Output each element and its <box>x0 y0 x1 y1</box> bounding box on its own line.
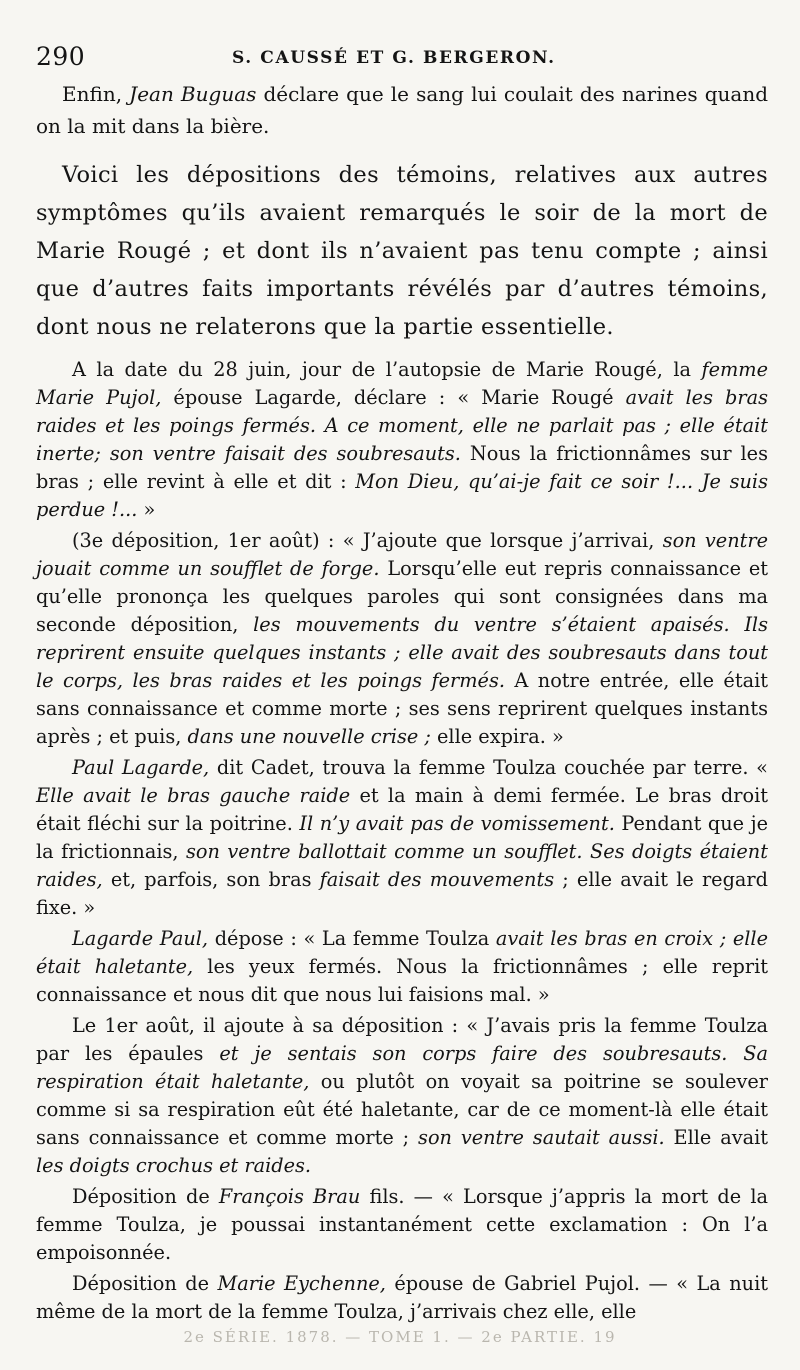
italic-text-run: son ventre sautait aussi. <box>418 1126 665 1149</box>
text-run: Elle avait <box>664 1126 768 1149</box>
text-run: Nous la frictionnâmes sur les bras ; elle revint à elle et dit : <box>36 442 768 493</box>
text-run: ou plutôt on voyait sa poitrine se soulever comme si sa respiration eût été haletante, car de ce moment-là elle était sans connaissance et comme morte ; <box>36 1070 768 1149</box>
page-body <box>36 78 768 1326</box>
italic-text-run: femme Marie Pujol, <box>36 358 768 409</box>
paragraph-lagarde-paul <box>36 925 768 1009</box>
running-title: S. CAUSSÉ ET G. BERGERON. <box>232 48 556 68</box>
italic-text-run: Il n’y avait pas de vomissement. <box>299 812 615 835</box>
italic-text-run: François Brau <box>218 1185 361 1208</box>
italic-text-run: Jean Buguas <box>129 82 257 106</box>
book-page <box>36 38 768 1326</box>
paragraph-first-august <box>36 1012 768 1180</box>
paragraph-paul-lagarde <box>36 754 768 922</box>
page-number: 290 <box>36 42 86 71</box>
italic-text-run: son ventre jouait comme un soufflet de forge. <box>36 529 768 580</box>
text-run: A la date du 28 juin, jour de l’autopsie de Marie Rougé, la <box>72 358 702 381</box>
italic-text-run: les doigts crochus et raides. <box>36 1154 312 1177</box>
page-header <box>36 38 768 76</box>
paragraph-third-deposition <box>36 527 768 751</box>
text-run: Pendant que je la frictionnais, <box>36 812 768 863</box>
paragraph-lead <box>36 156 768 346</box>
text-run: Le 1er août, il ajoute à sa déposition : « J’avais pris la femme Toulza par les épaules <box>36 1014 768 1065</box>
italic-text-run: son ventre ballottait comme un soufflet. Ses doigts étaient raides, <box>36 840 768 891</box>
text-run: dit Cadet, trouva la femme Toulza couchée par terre. « <box>209 756 768 779</box>
bleed-through-signature: 2e SÉRIE. 1878. — TOME 1. — 2e PARTIE. 19 <box>183 1328 617 1346</box>
paragraph-lagarde-deposition <box>36 356 768 524</box>
text-run: ; elle avait le regard fixe. » <box>36 868 768 919</box>
text-run: Lorsqu’elle eut repris connaissance et qu’elle prononça les quelques paroles qui sont consignées dans ma seconde déposition, <box>36 557 769 636</box>
text-run: (3e déposition, 1er août) : « J’ajoute que lorsque j’arrivai, <box>72 529 663 552</box>
text-run: Voici les dépositions des témoins, relatives aux autres symptômes qu’ils avaient remarqués le soir de la mort de Marie Rougé ; et dont ils n’avaient pas tenu compte ; ainsi que d’autres faits importants révélés par d’autres témoins, dont nous ne relaterons que la partie essentielle. <box>36 162 768 340</box>
italic-text-run: les mouvements du ventre s’étaient apaisés. Ils reprirent ensuite quelques instants ; elle avait des soubresauts dans tout le corps, les bras raides et les poings fermés. <box>36 613 768 692</box>
italic-text-run: et je sentais son corps faire des soubresauts. Sa respiration était haletante, <box>36 1042 769 1093</box>
text-run: A notre entrée, elle était sans connaissance et comme morte ; ses sens reprirent quelques instants après ; et puis, <box>36 669 768 748</box>
text-run: elle expira. » <box>430 725 564 748</box>
text-run: Déposition de <box>72 1272 218 1295</box>
text-run: dépose : « La femme Toulza <box>208 927 496 950</box>
italic-text-run: Paul Lagarde, <box>72 756 210 779</box>
paragraph-marie-eychenne <box>36 1270 768 1326</box>
text-run: épouse de Gabriel Pujol. — « La nuit même de la mort de la femme Toulza, j’arrivais chez elle, elle <box>36 1272 768 1323</box>
text-run: et, parfois, son bras <box>102 868 320 891</box>
text-run: épouse Lagarde, déclare : « Marie Rougé <box>161 386 626 409</box>
italic-text-run: Elle avait le bras gauche raide <box>36 784 351 807</box>
paragraph-francois-brau <box>36 1183 768 1267</box>
text-run: Enfin, <box>62 82 130 106</box>
italic-text-run: Mon Dieu, qu’ai-je fait ce soir !... Je suis perdue !... <box>36 470 768 521</box>
italic-text-run: avait les bras en croix ; elle était haletante, <box>36 927 768 978</box>
text-run: et la main à demi fermée. Le bras droit était fléchi sur la poitrine. <box>36 784 768 835</box>
italic-text-run: dans une nouvelle crise ; <box>187 725 431 748</box>
text-run: fils. — « Lorsque j’appris la mort de la femme Toulza, je poussai instantanément cette exclamation : On l’a empoisonnée. <box>36 1185 769 1264</box>
text-run: » <box>137 498 156 521</box>
paragraph-intro <box>36 78 768 142</box>
text-run: les yeux fermés. Nous la frictionnâmes ; elle reprit connaissance et nous dit que nous lui faisions mal. » <box>36 955 768 1006</box>
text-run: Déposition de <box>72 1185 219 1208</box>
italic-text-run: faisait des mouvements <box>319 868 555 891</box>
text-run: déclare que le sang lui coulait des narines quand on la mit dans la bière. <box>36 82 768 138</box>
italic-text-run: Marie Eychenne, <box>217 1272 386 1295</box>
italic-text-run: Lagarde Paul, <box>72 927 209 950</box>
italic-text-run: avait les bras raides et les poings fermés. A ce moment, elle ne parlait pas ; elle était inerte; son ventre faisait des soubresauts. <box>36 386 768 465</box>
